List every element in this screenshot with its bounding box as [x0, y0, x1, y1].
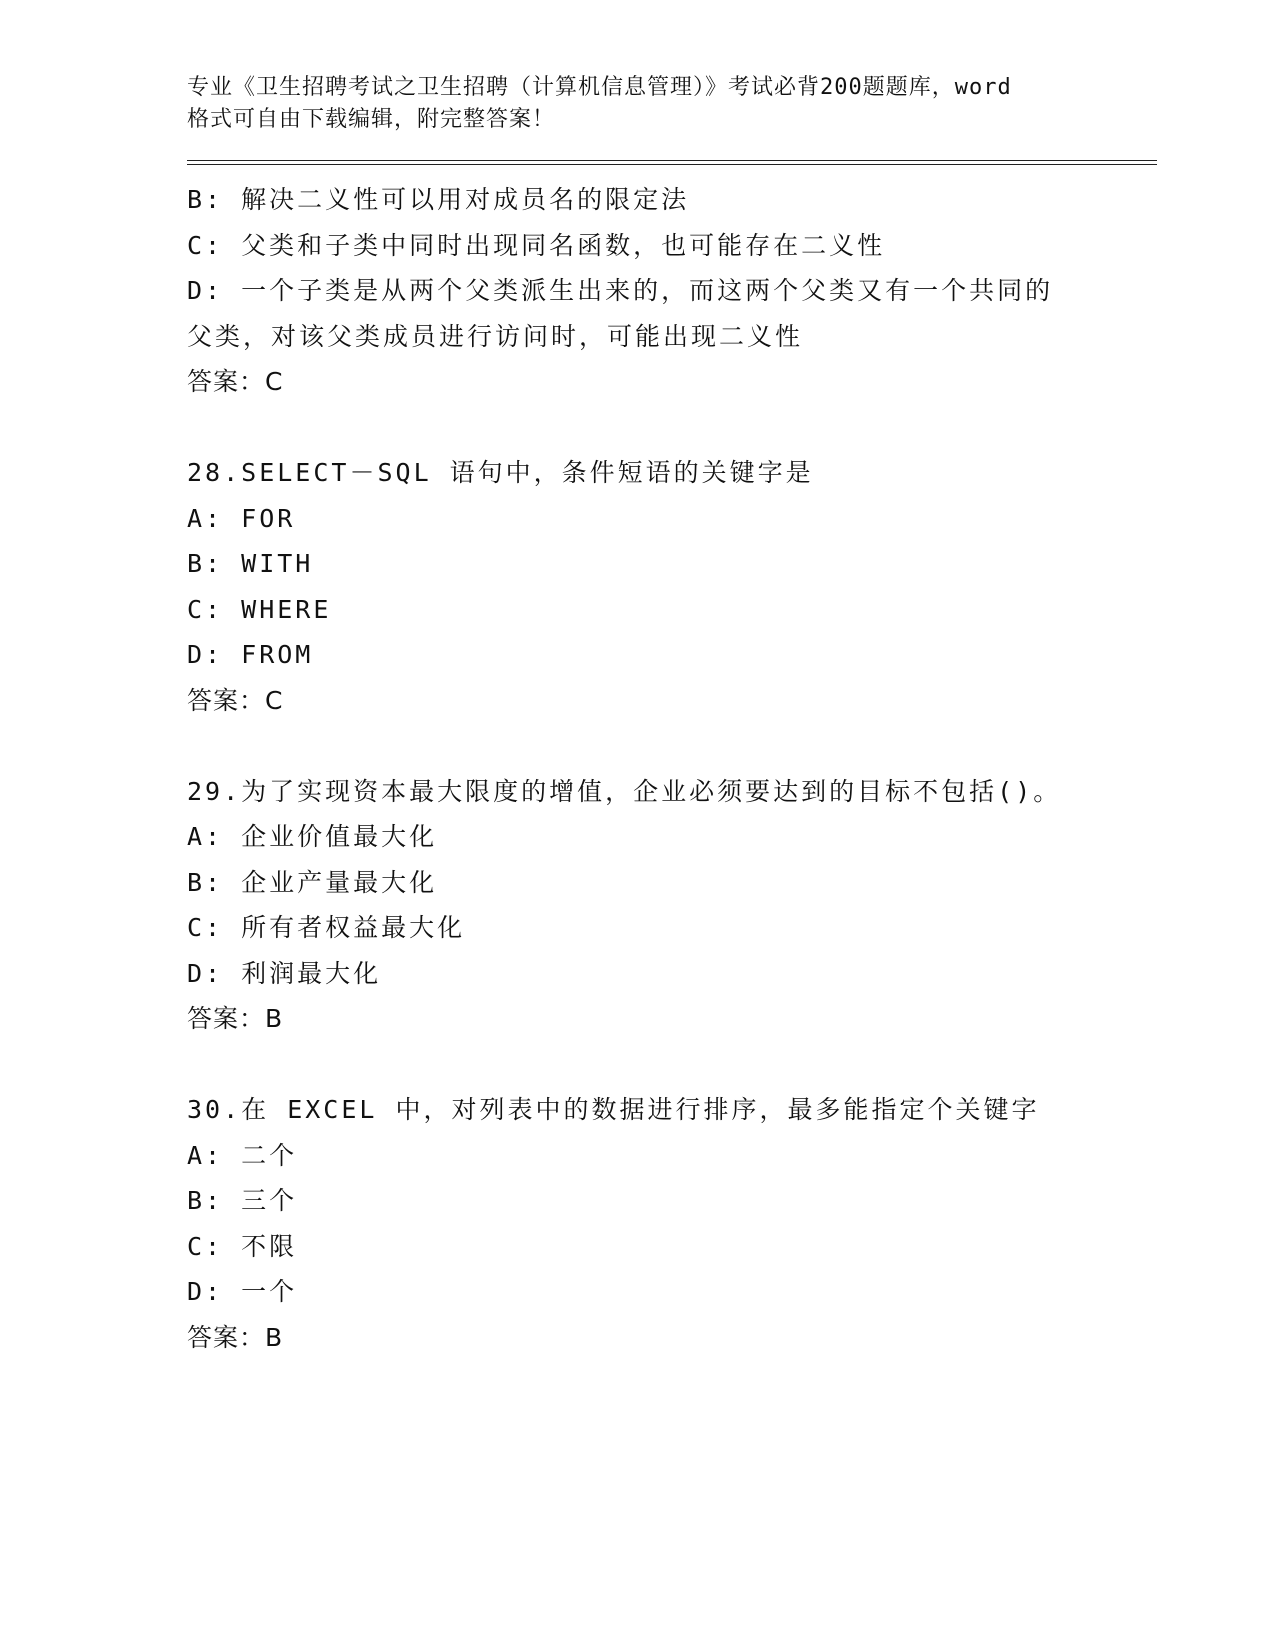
- answer: 答案：C: [187, 367, 284, 396]
- answer: 答案：B: [187, 1004, 284, 1033]
- option-a: A: FOR: [187, 503, 296, 533]
- option-d: D: FROM: [187, 640, 314, 669]
- question-28: [187, 450, 1157, 723]
- continued-question: [187, 177, 1157, 405]
- option-c: C: 父类和子类中同时出现同名函数，也可能存在二义性: [187, 230, 886, 260]
- question-stem: 28.SELECT－SQL 语句中，条件短语的关键字是: [187, 458, 814, 487]
- document-page: [187, 72, 1157, 1360]
- header-line-1: 专业《卫生招聘考试之卫生招聘（计算机信息管理）》考试必背200题题库，word: [187, 75, 1012, 100]
- option-a: A: 企业价值最大化: [187, 822, 438, 851]
- option-c: C: WHERE: [187, 594, 332, 624]
- header-line-2: 格式可自由下载编辑，附完整答案！: [187, 107, 556, 132]
- question-stem: 30.在 EXCEL 中，对列表中的数据进行排序，最多能指定个关键字: [187, 1095, 1040, 1124]
- option-b: B: 解决二义性可以用对成员名的限定法: [187, 185, 690, 214]
- spacer: [187, 1042, 1157, 1088]
- question-29: [187, 769, 1157, 1042]
- option-c: C: 所有者权益最大化: [187, 913, 466, 942]
- spacer: [187, 405, 1157, 451]
- header-divider: [187, 160, 1157, 165]
- answer: 答案：C: [187, 685, 284, 715]
- question-30: [187, 1087, 1157, 1360]
- option-d: D: 一个子类是从两个父类派生出来的，而这两个父类又有一个共同的: [187, 276, 1054, 305]
- spacer: [187, 723, 1157, 769]
- option-c: C: 不限: [187, 1231, 298, 1261]
- option-b: B: 企业产量最大化: [187, 867, 438, 897]
- option-d: D: 一个: [187, 1277, 298, 1306]
- option-b: B: 三个: [187, 1186, 298, 1215]
- question-stem: 29.为了实现资本最大限度的增值，企业必须要达到的目标不包括()。: [187, 776, 1062, 806]
- document-header: [187, 72, 1157, 136]
- option-b: B: WITH: [187, 549, 314, 578]
- option-d: D: 利润最大化: [187, 958, 382, 988]
- option-a: A: 二个: [187, 1140, 298, 1170]
- question-content: [187, 177, 1157, 1360]
- option-d-continued: 父类，对该父类成员进行访问时，可能出现二义性: [187, 321, 804, 351]
- answer: 答案：B: [187, 1322, 284, 1352]
